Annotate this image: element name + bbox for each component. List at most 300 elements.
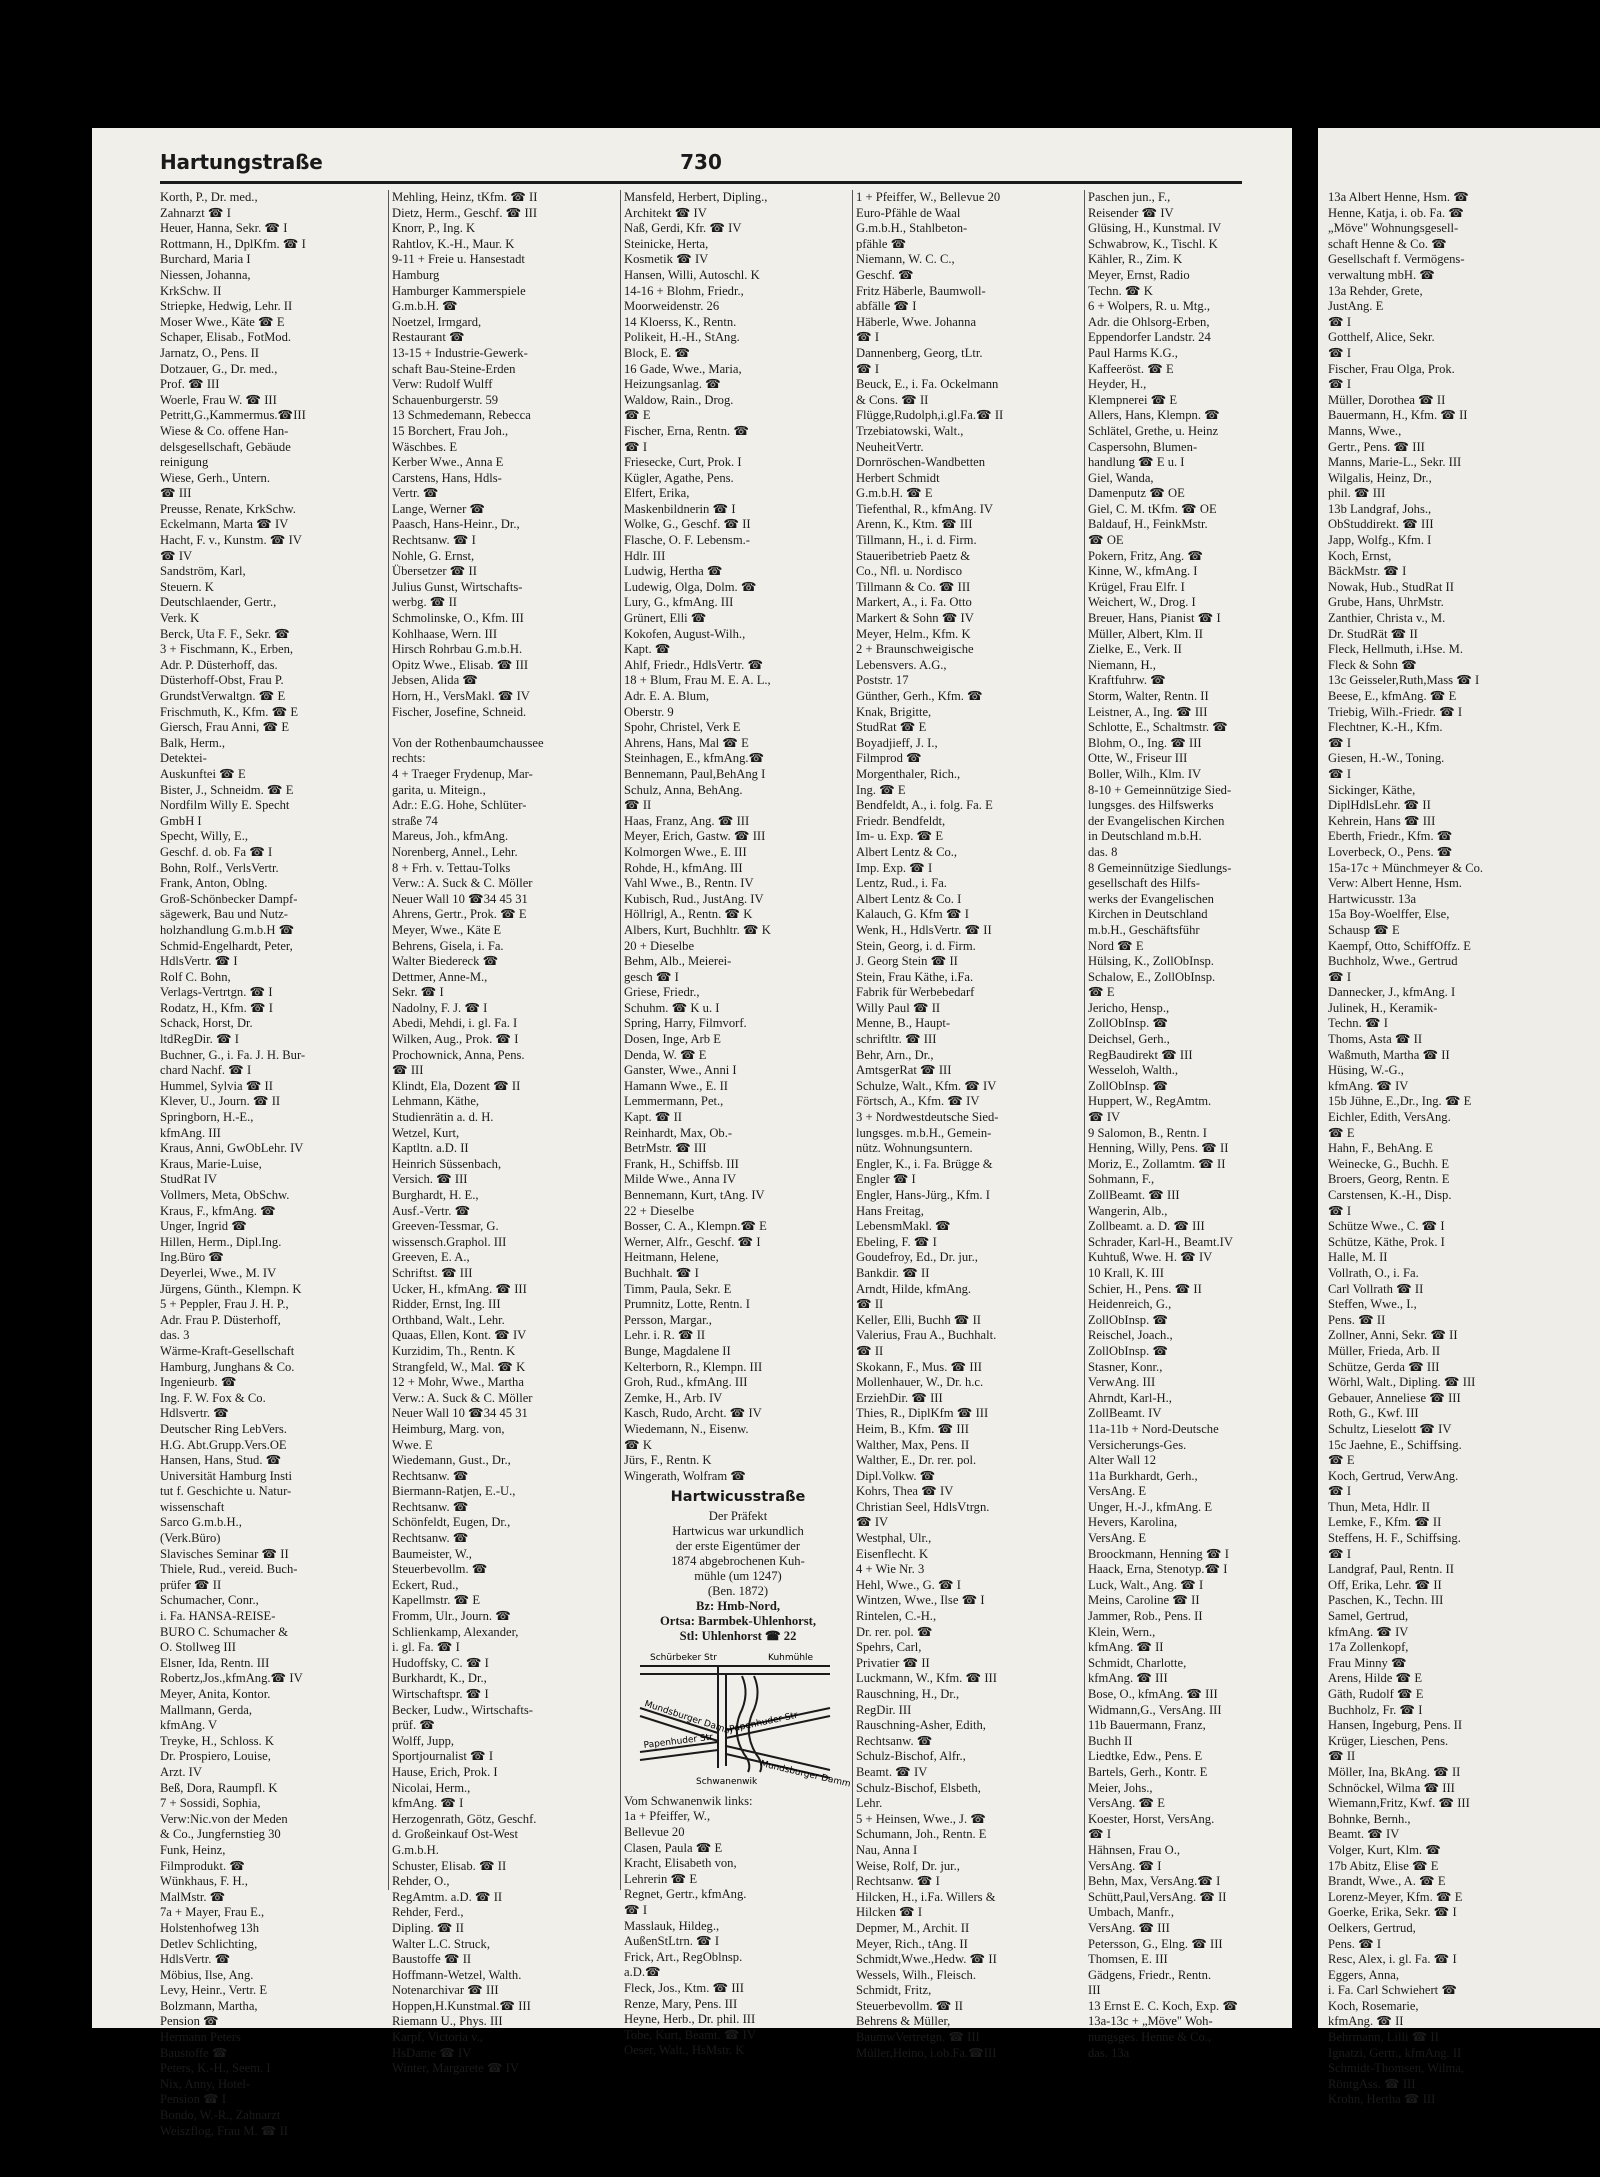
directory-entry: Rahtlov, K.-H., Maur. K	[392, 236, 515, 251]
directory-entry: Blohm, O., Ing. ☎ III	[1088, 735, 1202, 750]
directory-entry: Huppert, W., RegAmtm.	[1088, 1094, 1212, 1109]
directory-entry: verwaltung mbH. ☎	[1328, 267, 1435, 282]
directory-entry: Heinrich Süssenbach,	[392, 1156, 502, 1171]
directory-entry: rechts:	[392, 751, 426, 766]
directory-entry: Thoms, Asta ☎ II	[1328, 1032, 1423, 1047]
directory-entry: in Deutschland m.b.H.	[1088, 829, 1202, 844]
directory-entry: Wangerin, Alb.,	[1088, 1203, 1168, 1218]
directory-entry: Hoffmann-Wetzel, Walth.	[392, 1967, 522, 1982]
directory-entry: schaft Bau-Steine-Erden	[392, 361, 516, 376]
directory-entry: Wünkhaus, F. H.,	[160, 1874, 248, 1889]
directory-entry: Restaurant ☎	[392, 330, 465, 345]
column-3-entries	[624, 190, 852, 1484]
directory-entry: Ingenieurb. ☎	[160, 1375, 237, 1390]
directory-entry: reinigung	[160, 455, 209, 470]
directory-entry: Nicolai, Herm.,	[392, 1780, 471, 1795]
directory-entry: Alter Wall 12	[1088, 1453, 1157, 1468]
directory-entry: 3 + Fischmann, K., Erben,	[160, 642, 294, 657]
directory-entry: AmtsgerRat ☎ III	[856, 1063, 952, 1078]
directory-entry: Ing. F. W. Fox & Co.	[160, 1390, 266, 1405]
directory-entry: Schlätel, Grethe, u. Heinz	[1088, 423, 1219, 438]
directory-entry: Rodatz, H., Kfm. ☎ I	[160, 1000, 273, 1015]
directory-entry: Klindt, Ela, Dozent ☎ II	[392, 1078, 521, 1093]
directory-entry: Horn, H., VersMakl. ☎ IV	[392, 689, 530, 703]
directory-entry: Hartwicusstr. 13a	[1328, 891, 1417, 906]
directory-entry: Schulze, Walt., Kfm. ☎ IV	[856, 1078, 997, 1093]
directory-entry: Im- u. Exp. ☎ E	[856, 829, 944, 844]
directory-entry: Goudefroy, Ed., Dr. jur.,	[856, 1250, 978, 1265]
directory-entry: ☎ II	[1328, 1749, 1356, 1764]
column-1	[160, 190, 388, 2139]
directory-entry: Prochownick, Anna, Pens.	[392, 1047, 525, 1062]
directory-entry: Groß-Schönbecker Dampf-	[160, 891, 298, 906]
directory-entry: Reischel, Joach.,	[1088, 1328, 1173, 1343]
directory-entry: RegBaudirekt ☎ III	[1088, 1047, 1193, 1062]
directory-entry: Lehr.	[856, 1796, 883, 1811]
directory-entry: Spehrs, Carl,	[856, 1640, 922, 1655]
directory-entry: ☎ I	[1328, 1484, 1352, 1499]
section-line: Hartwicus war urkundlich	[672, 1523, 804, 1538]
directory-entry: Ahrens, Gertr., Prok. ☎ E	[392, 907, 527, 922]
directory-entry: Breuer, Hans, Pianist ☎ I	[1088, 611, 1221, 626]
directory-entry: Möbius, Ilse, Ang.	[160, 1967, 254, 1982]
directory-entry: III	[1088, 1983, 1101, 1998]
directory-entry: ☎ I	[856, 330, 880, 345]
directory-entry: gesellschaft des Hilfs-	[1088, 876, 1200, 891]
directory-entry: ☎ K	[624, 1437, 652, 1452]
directory-entry: Gäth, Rudolf ☎ E	[1328, 1687, 1424, 1701]
directory-entry: Schmidt,Wwe.,Hedw. ☎ II	[856, 1952, 997, 1967]
directory-entry: Von der Rothenbaumchaussee	[392, 735, 544, 750]
directory-entry: ☎ E	[1328, 1125, 1355, 1140]
section-line: der erste Eigentümer der	[675, 1538, 801, 1553]
directory-entry: Roth, G., Kwf. III	[1328, 1406, 1419, 1421]
directory-entry: Niemann, W. C. C.,	[856, 252, 955, 267]
directory-entry: Sarco G.m.b.H.,	[160, 1515, 242, 1530]
directory-entry: Wiemann,Fritz, Kwf. ☎ III	[1328, 1796, 1470, 1811]
directory-entry: straße 74	[392, 813, 438, 828]
directory-entry: Meyer, Anita, Kontor.	[160, 1687, 271, 1701]
directory-entry: Behr, Arn., Dr.,	[856, 1047, 934, 1062]
directory-entry: Meyer, Rich., tAng. II	[856, 1936, 968, 1951]
directory-entry: Weise, Rolf, Dr. jur.,	[856, 1858, 960, 1873]
directory-entry: Möller, Ina, BkAng. ☎ II	[1328, 1764, 1461, 1779]
directory-entry: Koester, Horst, VersAng.	[1088, 1811, 1215, 1826]
directory-entry: Kraftfuhrw. ☎	[1088, 673, 1166, 688]
column-divider	[852, 190, 853, 1890]
directory-entry: 8 Gemeinnützige Siedlungs-	[1088, 860, 1232, 875]
directory-entry: Kirchen in Deutschland	[1088, 907, 1208, 922]
directory-entry: ☎ III	[160, 486, 192, 501]
directory-entry: Lange, Werner ☎	[392, 501, 486, 516]
directory-entry: ☎ I	[1328, 735, 1352, 750]
directory-entry: Kosmetik ☎ IV	[624, 252, 709, 267]
directory-entry: Bennemann, Kurt, tAng. IV	[624, 1188, 765, 1202]
directory-entry: ☎ III	[392, 1063, 424, 1078]
directory-entry: Greeven, E. A.,	[392, 1250, 470, 1265]
directory-entry: Vertr. ☎	[392, 486, 439, 501]
directory-entry: Steinicke, Herta,	[624, 236, 709, 251]
directory-entry: Specht, Willy, E.,	[160, 829, 248, 844]
directory-entry: Denda, W. ☎ E	[624, 1047, 707, 1062]
directory-entry: Behrmann, Lilli ☎ II	[1328, 2030, 1439, 2045]
directory-entry: Stasner, Konr.,	[1088, 1359, 1163, 1374]
directory-entry: Hüsing, W.-G.,	[1328, 1063, 1404, 1078]
directory-entry: AußenStLtrn. ☎ I	[624, 1934, 720, 1949]
directory-entry: handlung ☎ E u. I	[1088, 455, 1185, 470]
directory-entry: Menne, B., Haupt-	[856, 1016, 951, 1031]
directory-entry: das. 8	[1088, 844, 1118, 859]
directory-entry: Krüger, Lieschen, Pens.	[1328, 1733, 1449, 1748]
directory-entry: garita, u. Miteign.,	[392, 782, 486, 797]
directory-entry: Petritt,G.,Kammermus.☎III	[160, 408, 306, 423]
directory-entry: Schütt,Paul,VersAng. ☎ II	[1088, 1889, 1227, 1904]
directory-entry: Behrens, Gisela, i. Fa.	[392, 938, 504, 953]
directory-entry: 12 + Mohr, Wwe., Martha	[392, 1375, 524, 1390]
directory-entry: Bondo, W.-R., Zahnarzt	[160, 2108, 281, 2123]
directory-entry: Hdlsvertr. ☎	[160, 1406, 229, 1421]
directory-entry: Kracht, Elisabeth von,	[624, 1856, 737, 1871]
directory-entry: Deutschlaender, Gertr.,	[160, 595, 277, 610]
directory-entry: Balk, Herm.,	[160, 735, 226, 750]
directory-entry: Hillen, Herm., Dipl.Ing.	[160, 1234, 282, 1249]
directory-entry: Walther, E., Dr. rer. pol.	[856, 1453, 977, 1468]
directory-entry: Levy, Heinr., Vertr. E	[160, 1983, 268, 1998]
directory-entry: Bolzmann, Martha,	[160, 1998, 258, 2013]
directory-entry: RegAmtm. a.D. ☎ II	[392, 1889, 503, 1904]
directory-entry: Fritz Häberle, Baumwoll-	[856, 283, 986, 298]
directory-entry: Becker, Ludw., Wirtschafts-	[392, 1702, 533, 1717]
next-page-edge	[1318, 128, 1600, 2107]
directory-entry: ☎ I	[856, 361, 880, 376]
directory-entry: Pension ☎	[160, 2014, 219, 2029]
directory-entry: Buchner, G., i. Fa. J. H. Bur-	[160, 1047, 306, 1062]
directory-entry: & Co., Jungfernstieg 30	[160, 1827, 281, 1842]
directory-entry: Eppendorfer Landstr. 24	[1088, 330, 1211, 345]
directory-entry: Luckmann, W., Kfm. ☎ III	[856, 1671, 997, 1686]
directory-entry: werks der Evangelischen	[1088, 891, 1214, 906]
directory-entry: Klein, Wern.,	[1088, 1624, 1156, 1639]
directory-entry: Geschf. ☎	[856, 267, 914, 282]
directory-entry: Mehling, Heinz, tKfm. ☎ II	[392, 190, 538, 204]
directory-entry: Pens. ☎ I	[1328, 1936, 1382, 1951]
directory-entry: Techn. ☎ I	[1328, 1016, 1388, 1031]
directory-entry: Wingerath, Wolfram ☎	[624, 1468, 746, 1483]
directory-entry: Rechtsanw. ☎ I	[856, 1874, 940, 1889]
directory-entry: Wintzen, Wwe., Ilse ☎ I	[856, 1593, 985, 1608]
directory-entry: Spohr, Christel, Verk E	[624, 720, 741, 735]
directory-entry: Friesecke, Curt, Prok. I	[624, 455, 742, 470]
directory-entry: Buchhalt. ☎ I	[624, 1265, 699, 1280]
directory-entry: Zollner, Anni, Sekr. ☎ II	[1328, 1328, 1458, 1343]
directory-entry: Kinne, W., kfmAng. I	[1088, 564, 1198, 579]
directory-entry: Rauschning, H., Dr.,	[856, 1687, 960, 1701]
directory-entry: Loverbeck, O., Pens. ☎	[1328, 844, 1453, 859]
directory-entry: Hamann Wwe., E. II	[624, 1078, 728, 1093]
directory-entry: Koch, Gertrud, VerwAng.	[1328, 1468, 1459, 1483]
directory-entry: Albers, Kurt, Buchhltr. ☎ K	[624, 922, 771, 937]
directory-entry: Steffens, H. F., Schiffsing.	[1328, 1531, 1461, 1546]
directory-entry: Müller,Heino, i.ob.Fa.☎III	[856, 2045, 997, 2060]
directory-entry: Kolmorgen Wwe., E. III	[624, 844, 747, 859]
directory-entry: Polikeit, H.-H., StAng.	[624, 330, 740, 345]
directory-entry: Verw:Nic.von der Meden	[160, 1811, 288, 1826]
directory-entry: Rintelen, C.-H.,	[856, 1609, 937, 1624]
directory-entry: Filmprodukt. ☎	[160, 1858, 245, 1873]
directory-entry: Nau, Anna I	[856, 1842, 918, 1857]
directory-entry: Meyer, Ernst, Radio	[1088, 267, 1190, 282]
directory-entry: VersAng. E	[1088, 1531, 1147, 1546]
directory-entry: Krohn, Hertha ☎ III	[1328, 2092, 1436, 2107]
directory-entry: Manns, Wwe.,	[1328, 423, 1402, 438]
directory-entry: 8-10 + Gemeinnützige Sied-	[1088, 782, 1232, 797]
directory-entry: MalMstr. ☎	[160, 1889, 226, 1904]
directory-entry: BetrMstr. ☎ III	[624, 1141, 707, 1156]
directory-entry: Nohle, G. Ernst,	[392, 548, 475, 563]
section-entries	[624, 1794, 852, 2059]
directory-entry: Funk, Heinz,	[160, 1842, 226, 1857]
directory-entry: 20 + Dieselbe	[624, 938, 695, 953]
directory-entry: 16 Gade, Wwe., Maria,	[624, 361, 742, 376]
directory-entry: Ebeling, F. ☎ I	[856, 1234, 937, 1249]
directory-entry: Adr.: E.G. Hohe, Schlüter-	[392, 798, 527, 813]
directory-entry: ZollObInsp. ☎	[1088, 1078, 1169, 1093]
directory-entry: Gertr., Pens. ☎ III	[1328, 439, 1425, 454]
directory-entry: kfmAng. V	[160, 1718, 218, 1733]
directory-entry: Heimburg, Marg. von,	[392, 1421, 505, 1436]
directory-entry: Petersson, G., Elng. ☎ III	[1088, 1936, 1223, 1951]
directory-entry: Lemmermann, Pet.,	[624, 1094, 724, 1109]
directory-entry: RöntgAss. ☎ III	[1328, 2076, 1416, 2091]
directory-entry: 1a + Pfeiffer, W.,	[624, 1809, 711, 1824]
directory-entry: G.m.b.H.	[392, 1842, 439, 1857]
directory-entry: Mareus, Joh., kfmAng.	[392, 829, 509, 844]
directory-entry: Thiele, Rud., vereid. Buch-	[160, 1562, 298, 1577]
directory-entry: Tillmann & Co. ☎ III	[856, 579, 971, 594]
directory-entry: Sportjournalist ☎ I	[392, 1749, 494, 1764]
directory-entry: Schwabrow, K., Tischl. K	[1088, 236, 1218, 251]
directory-entry: 4 + Wie Nr. 3	[856, 1562, 925, 1577]
directory-entry: Koch, Rosemarie,	[1328, 1998, 1419, 2013]
directory-entry: Wärme-Kraft-Gesellschaft	[160, 1343, 295, 1358]
directory-entry: Günther, Gerh., Kfm. ☎	[856, 689, 983, 703]
directory-entry: Timm, Paula, Sekr. E	[624, 1281, 732, 1296]
directory-entry: Verw: Albert Henne, Hsm.	[1328, 876, 1462, 891]
directory-entry: Fischer, Frau Olga, Prok.	[1328, 361, 1455, 376]
directory-entry: Persson, Margar.,	[624, 1312, 712, 1327]
directory-entry: Hermann Peters	[160, 2030, 241, 2045]
directory-entry: Eggers, Anna,	[1328, 1967, 1399, 1982]
directory-entry: Jebsen, Alida ☎	[392, 673, 478, 688]
directory-entry: Off, Erika, Lehr. ☎ II	[1328, 1577, 1442, 1592]
directory-entry: Dotzauer, G., Dr. med.,	[160, 361, 278, 376]
directory-entry: Hansen, Hans, Stud. ☎	[160, 1453, 282, 1468]
directory-entry: Pension ☎ I	[160, 2092, 227, 2107]
directory-entry: Masslauk, Hildeg.,	[624, 1918, 720, 1933]
directory-entry: Carstens, Hans, Hdls-	[392, 470, 502, 485]
directory-entry: Jürs, F., Rentn. K	[624, 1453, 712, 1468]
directory-entry: Meyer, Wwe., Käte E	[392, 922, 502, 937]
street-heading: Hartungstraße	[160, 150, 323, 174]
directory-entry: Schumann, Joh., Rentn. E	[856, 1827, 987, 1842]
directory-entry: Hummel, Sylvia ☎ II	[160, 1078, 273, 1093]
directory-entry: Ahlf, Friedr., HdlsVertr. ☎	[624, 657, 764, 672]
directory-entry: kfmAng. ☎ II	[1088, 1640, 1164, 1655]
directory-entry: Moorweidenstr. 26	[624, 299, 720, 314]
directory-entry: Co., Nfl. u. Nordisco	[856, 564, 962, 579]
directory-entry: ☎ I	[1088, 1827, 1112, 1842]
directory-entry: GmbH I	[160, 813, 202, 828]
directory-entry: Hoppen,H.Kunstmal.☎ III	[392, 1998, 531, 2013]
directory-entry: Quaas, Ellen, Kont. ☎ IV	[392, 1328, 527, 1343]
directory-entry: Privatier ☎ II	[856, 1655, 930, 1670]
directory-entry: Haas, Franz, Ang. ☎ III	[624, 813, 750, 828]
directory-entry: 17b Abitz, Elise ☎ E	[1328, 1858, 1439, 1873]
directory-entry: Weichert, W., Drog. I	[1088, 595, 1196, 610]
directory-entry: Ignatzi, Gertr., kfmAng. II	[1328, 2045, 1462, 2060]
directory-entry: 1 + Pfeiffer, W., Bellevue 20	[856, 190, 1001, 204]
directory-entry: Kaffeeröst. ☎ E	[1088, 361, 1174, 376]
directory-entry: prüfer ☎ II	[160, 1577, 222, 1592]
section-line: Bz: Hmb-Nord,	[696, 1598, 780, 1613]
directory-entry: Schlotte, E., Schaltmstr. ☎	[1088, 720, 1228, 735]
directory-entry: Stein, Georg, i. d. Firm.	[856, 938, 976, 953]
directory-entry: Engler, Hans-Jürg., Kfm. I	[856, 1188, 990, 1202]
directory-entry: Wilken, Aug., Prok. ☎ I	[392, 1032, 519, 1047]
directory-entry: Griese, Friedr.,	[624, 985, 700, 1000]
directory-entry: prüf. ☎	[392, 1718, 435, 1733]
map-label: Schwanenwik	[696, 1776, 758, 1787]
directory-entry: Wessels, Wilh., Fleisch.	[856, 1967, 976, 1982]
directory-entry: „Möve" Wohnungsgesell-	[1328, 221, 1459, 236]
directory-entry: Grube, Hans, UhrMstr.	[1328, 595, 1444, 610]
directory-entry: ☎ OE	[1088, 533, 1124, 548]
directory-entry: Herzogenrath, Götz, Geschf.	[392, 1811, 537, 1826]
directory-entry: Klempnerei ☎ E	[1088, 392, 1178, 407]
directory-entry: Versicherungs-Ges.	[1088, 1437, 1187, 1452]
directory-entry: Elfert, Erika,	[624, 486, 690, 501]
directory-entry: Jericho, Hensp.,	[1088, 1000, 1170, 1015]
directory-entry: Unger, H.-J., kfmAng. E	[1088, 1499, 1213, 1514]
directory-entry: Studienrätin a. d. H.	[392, 1110, 494, 1125]
directory-entry: Schönfeldt, Eugen, Dr.,	[392, 1515, 511, 1530]
directory-entry: RegDir. III	[856, 1702, 912, 1717]
directory-entry: 13c Geisseler,Ruth,Mass ☎ I	[1328, 673, 1480, 688]
directory-entry: Hamburger Kammerspiele	[392, 283, 526, 298]
directory-entry: Lehr. i. R. ☎ II	[624, 1328, 706, 1343]
directory-entry: Oelkers, Gertrud,	[1328, 1920, 1416, 1935]
directory-entry: Beamt. ☎ IV	[856, 1764, 928, 1779]
directory-entry: Schmidt, Fritz,	[856, 1983, 932, 1998]
section-line: Der Präfekt	[708, 1508, 768, 1523]
directory-entry: Heidenreich, G.,	[1088, 1297, 1172, 1312]
directory-entry: Goerke, Erika, Sekr. ☎ I	[1328, 1905, 1457, 1920]
directory-entry: Fleck, Hellmuth, i.Hse. M.	[1328, 642, 1464, 657]
directory-entry: Sickinger, Käthe,	[1328, 782, 1416, 797]
directory-entry: Rechtsanw. ☎	[856, 1733, 933, 1748]
directory-entry: LebensmMakl. ☎	[856, 1219, 951, 1234]
directory-entry: Giersch, Frau Anni, ☎ E	[160, 720, 290, 735]
directory-entry: Frischmuth, K., Kfm. ☎ E	[160, 704, 299, 719]
directory-entry: kfmAng. ☎ II	[1328, 2014, 1404, 2029]
directory-entry: Japp, Wolfg., Kfm. I	[1328, 533, 1432, 548]
directory-page	[92, 128, 1292, 2138]
directory-entry: Halle, M. II	[1328, 1250, 1388, 1265]
directory-entry: Staueribetrieb Paetz &	[856, 548, 971, 563]
directory-entry: nungsges. Henne & Co.,	[1088, 2030, 1212, 2045]
directory-entry: Giel, Wanda,	[1088, 470, 1154, 485]
directory-entry: Verk. K	[160, 611, 200, 626]
directory-entry: Naß, Gerdi, Kfr. ☎ IV	[624, 221, 742, 236]
directory-entry: Weinecke, G., Buchh. E	[1328, 1156, 1450, 1171]
directory-entry: Steinhagen, E., kfmAng.☎	[624, 751, 765, 766]
directory-entry: Neuer Wall 10 ☎34 45 31	[392, 1406, 528, 1421]
directory-entry: Lehrerin ☎ E	[624, 1871, 698, 1886]
directory-entry: Imp. Exp. ☎ I	[856, 860, 933, 875]
directory-entry: Eichler, Edith, VersAng.	[1328, 1110, 1451, 1125]
directory-entry: i. gl. Fa. ☎ I	[392, 1640, 460, 1655]
directory-entry: Julinek, H., Keramik-	[1328, 1000, 1438, 1015]
directory-entry: Dornröschen-Wandbetten	[856, 455, 986, 470]
directory-entry: 11b Bauermann, Franz,	[1088, 1718, 1206, 1733]
directory-entry: J. Georg Stein ☎ II	[856, 954, 958, 969]
directory-entry: Holstenhofweg 13h	[160, 1920, 259, 1935]
directory-entry: Schauenburgerstr. 59	[392, 392, 499, 407]
directory-entry: ☎ I	[1328, 969, 1352, 984]
directory-entry: Knorr, P., Ing. K	[392, 221, 476, 236]
directory-entry: Höllrigl, A., Rentn. ☎ K	[624, 907, 753, 922]
directory-entry: Arens, Hilde ☎ E	[1328, 1671, 1423, 1686]
directory-entry: Schmolinske, O., Kfm. III	[392, 611, 524, 626]
directory-entry: Rechtsanw. ☎ I	[392, 533, 476, 548]
directory-entry: Schulz, Anna, BehAng.	[624, 782, 743, 797]
directory-entry: Moriz, E., Zollamtm. ☎ II	[1088, 1156, 1226, 1171]
directory-entry: Springborn, H.-E.,	[160, 1110, 254, 1125]
directory-entry: Filmprod ☎	[856, 751, 922, 766]
section-line: (Ben. 1872)	[707, 1583, 769, 1598]
directory-entry: Notenarchivar ☎ III	[392, 1983, 499, 1998]
column-3	[624, 190, 852, 2059]
directory-entry: 3 + Nordwestdeutsche Sied-	[856, 1110, 999, 1125]
directory-entry: Opitz Wwe., Elisab. ☎ III	[392, 657, 529, 672]
directory-entry: Paschen jun., F.,	[1088, 190, 1171, 204]
column-5	[1088, 190, 1284, 2061]
directory-entry: Bohnke, Bernh.,	[1328, 1811, 1411, 1826]
directory-entry: Brandt, Wwe., A. ☎ E	[1328, 1874, 1446, 1889]
directory-entry: holzhandlung G.m.b.H ☎	[160, 922, 295, 937]
directory-entry: Gesellschaft f. Vermögens-	[1328, 252, 1465, 267]
directory-entry: Kapellmstr. ☎ E	[392, 1593, 481, 1608]
directory-entry: kfmAng. ☎ IV	[1328, 1624, 1409, 1639]
directory-entry: Friedr. Bendfeldt,	[856, 813, 946, 828]
directory-entry: Buchh II	[1088, 1733, 1133, 1748]
directory-entry: Schultz, Lieselott ☎ IV	[1328, 1421, 1452, 1436]
directory-entry: Schulz-Bischof, Elsbeth,	[856, 1780, 981, 1795]
directory-entry: Müller, Dorothea ☎ II	[1328, 392, 1446, 407]
directory-entry: Clasen, Paula ☎ E	[624, 1840, 723, 1855]
directory-entry: Arndt, Hilde, kfmAng.	[856, 1281, 972, 1296]
directory-entry: Wirtschaftspr. ☎ I	[392, 1687, 489, 1701]
directory-entry: Schütze Wwe., C. ☎ I	[1328, 1219, 1445, 1234]
directory-entry: Fabrik für Werbebedarf	[856, 985, 975, 1000]
directory-entry: Hansen, Ingeburg, Pens. II	[1328, 1718, 1463, 1733]
directory-entry: gesch ☎ I	[624, 969, 679, 984]
directory-entry: Adr. die Ohlsorg-Erben,	[1088, 314, 1210, 329]
column-4	[856, 190, 1084, 2061]
directory-entry: Giesen, H.-W., Toning.	[1328, 751, 1445, 766]
directory-entry: Bennemann, Paul,BehAng I	[624, 766, 766, 781]
directory-entry: Damenputz ☎ OE	[1088, 486, 1185, 501]
